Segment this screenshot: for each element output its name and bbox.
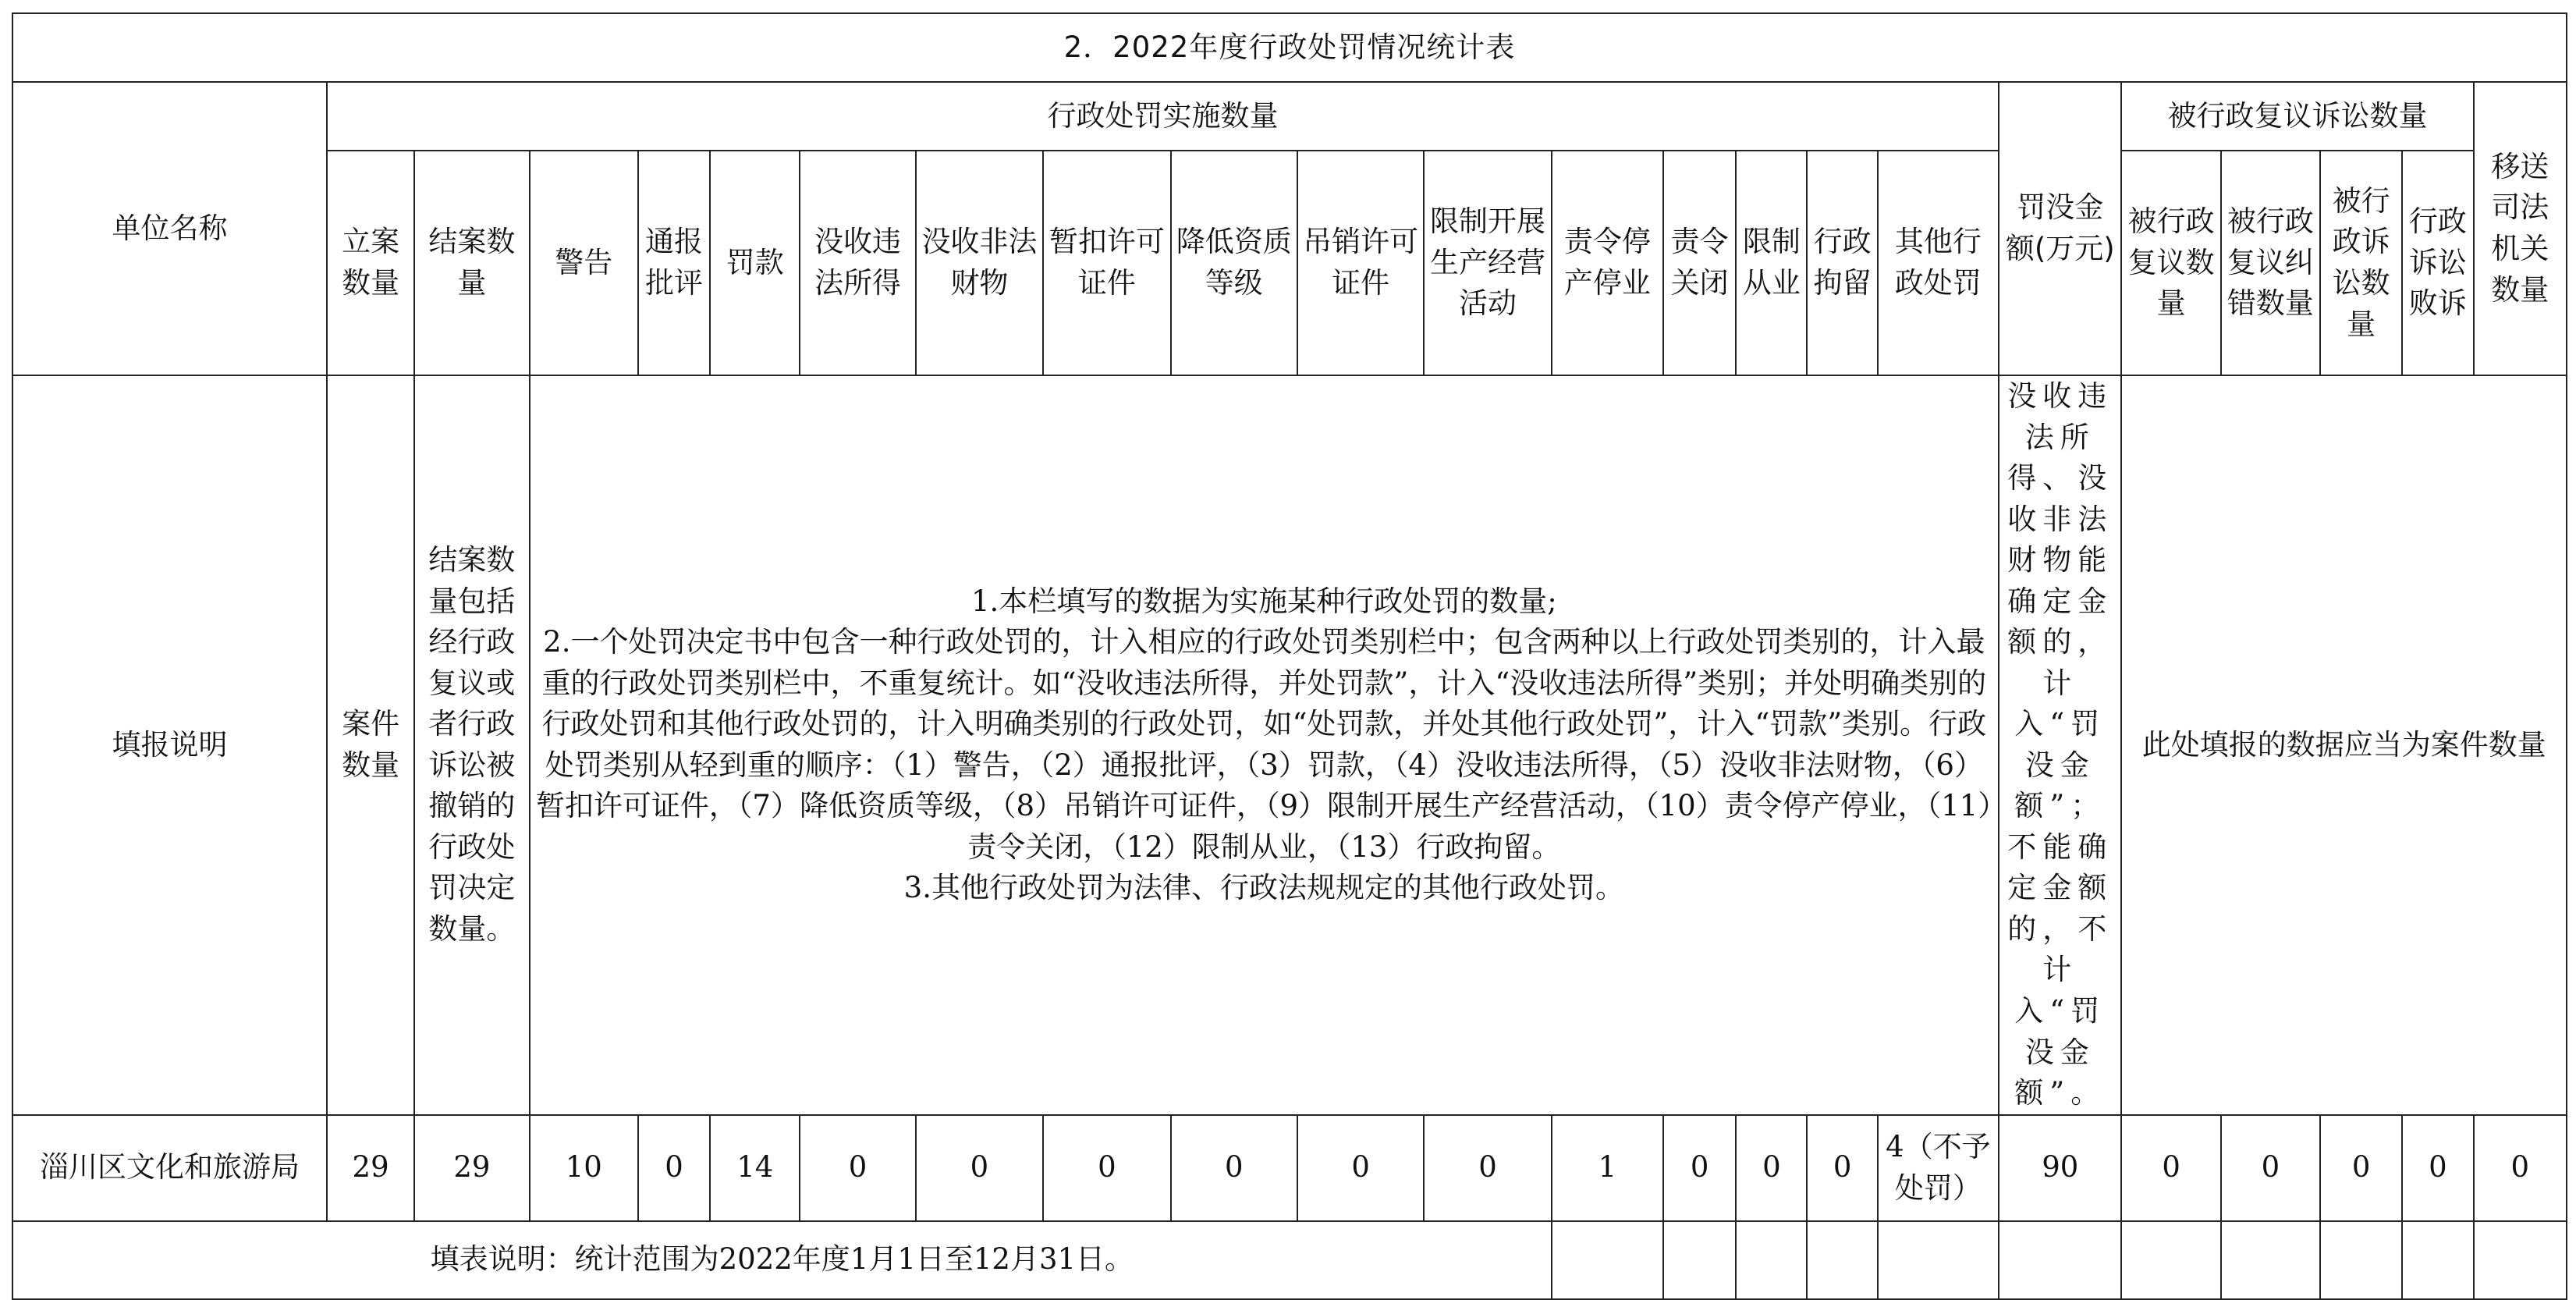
fill-instructions (530, 375, 1999, 1115)
value-reviewed: 0 (2121, 1115, 2220, 1221)
empty-cell (2320, 1221, 2402, 1299)
col-header-filed: 立案数量 (327, 151, 414, 375)
value-administrative-detention: 0 (1807, 1115, 1877, 1221)
value-restrict-operations: 0 (1424, 1115, 1551, 1221)
value-litigation-lost: 0 (2402, 1115, 2473, 1221)
value-other-penalties: 4（不予处罚） (1878, 1115, 1999, 1221)
col-header-closed: 结案数量 (414, 151, 529, 375)
col-header-other-penalties: 其他行政处罚 (1878, 151, 1999, 375)
col-header-order-closure: 责令关闭 (1663, 151, 1736, 375)
col-header-administrative-detention: 行政拘留 (1807, 151, 1877, 375)
col-header-litigation-lost: 行政诉讼败诉 (2402, 151, 2473, 375)
instruction-item: 2.一个处罚决定书中包含一种行政处罚的，计入相应的行政处罚类别栏中；包含两种以上行政处罚类别的，计入最重的行政处罚类别栏中，不重复统计。如“没收违法所得，并处罚款”，计入“没收违法所得”类别；并处明确类别的行政处罚和其他行政处罚的，计入明确类别的行政处罚，如“处罚款，并处其他行政处罚”，计入“罚款”类别。行政处罚类别从轻到重的顺序：（1）警告，（2）通报批评，（3）罚款，（4）没收违法所得，（5）没收非法财物，（6）暂扣许可证件，（7）降低资质等级，（8）吊销许可证件，（9）限制开展生产经营活动，（10）责令停产停业，（11）责令关闭，（12）限制从业，（13）行政拘留。 (535, 625, 1992, 864)
value-confiscate-illegal-property: 0 (916, 1115, 1043, 1221)
col-header-fine: 罚款 (710, 151, 800, 375)
col-header-warning: 警告 (530, 151, 638, 375)
value-suspend-production: 1 (1552, 1115, 1663, 1221)
closed-cases-note: 结案数量包括经行政复议或者行政诉讼被撤销的行政处罚决定数量。 (414, 375, 529, 1115)
col-header-restrict-employment: 限制从业 (1736, 151, 1807, 375)
empty-cell (2221, 1221, 2320, 1299)
empty-cell (2402, 1221, 2473, 1299)
col-header-revoke-license: 吊销许可证件 (1297, 151, 1424, 375)
value-litigated: 0 (2320, 1115, 2402, 1221)
case-count-note: 案件数量 (327, 375, 414, 1115)
empty-cell (1736, 1221, 1807, 1299)
value-closed: 29 (414, 1115, 529, 1221)
col-header-circulated-criticism: 通报批评 (638, 151, 710, 375)
value-lower-qualification: 0 (1171, 1115, 1297, 1221)
empty-cell (1552, 1221, 1663, 1299)
value-confiscate-illegal-gains: 0 (800, 1115, 915, 1221)
value-order-closure: 0 (1663, 1115, 1736, 1221)
instruction-item: 3.其他行政处罚为法律、行政法规规定的其他行政处罚。 (903, 871, 1624, 905)
value-filed: 29 (327, 1115, 414, 1221)
penalty-statistics-table (12, 12, 2567, 1300)
empty-cell (2121, 1221, 2220, 1299)
empty-cell (1807, 1221, 1877, 1299)
value-transfer: 0 (2474, 1115, 2567, 1221)
col-header-lower-qualification: 降低资质等级 (1171, 151, 1297, 375)
empty-cell (1999, 1221, 2121, 1299)
empty-cell (1878, 1221, 1999, 1299)
value-circulated-criticism: 0 (638, 1115, 710, 1221)
value-fine-amount: 90 (1999, 1115, 2121, 1221)
col-header-confiscate-illegal-gains: 没收违法所得 (800, 151, 915, 375)
col-header-suspend-production: 责令停产停业 (1552, 151, 1663, 375)
unit-name-cell: 淄川区文化和旅游局 (12, 1115, 327, 1221)
value-warning: 10 (530, 1115, 638, 1221)
fine-amount-header: 罚没金额(万元) (1999, 82, 2121, 375)
footer-note: 填表说明：统计范围为2022年度1月1日至12月31日。 (12, 1221, 1552, 1299)
unit-name-header: 单位名称 (12, 82, 327, 375)
value-suspend-license: 0 (1043, 1115, 1170, 1221)
value-review-corrected: 0 (2221, 1115, 2320, 1221)
col-header-litigated: 被行政诉讼数量 (2320, 151, 2402, 375)
table-title: 2．2022年度行政处罚情况统计表 (12, 13, 2567, 82)
value-revoke-license: 0 (1297, 1115, 1424, 1221)
review-group-header: 被行政复议诉讼数量 (2121, 82, 2473, 151)
col-header-suspend-license: 暂扣许可证件 (1043, 151, 1170, 375)
implementation-group-header: 行政处罚实施数量 (327, 82, 1999, 151)
value-restrict-employment: 0 (1736, 1115, 1807, 1221)
notes-row-label: 填报说明 (12, 375, 327, 1115)
value-fine: 14 (710, 1115, 800, 1221)
col-header-confiscate-illegal-property: 没收非法财物 (916, 151, 1043, 375)
col-header-review-corrected: 被行政复议纠错数量 (2221, 151, 2320, 375)
empty-cell (2474, 1221, 2567, 1299)
instruction-item: 1.本栏填写的数据为实施某种行政处罚的数量; (970, 584, 1557, 618)
review-count-note: 此处填报的数据应当为案件数量 (2121, 375, 2567, 1115)
empty-cell (1663, 1221, 1736, 1299)
fine-amount-note: 没收违法所得、没收非法财物能确定金额的，计入“罚没金额”；不能确定金额的，不计入“罚没金额”。 (1999, 375, 2121, 1115)
transfer-header: 移送司法机关数量 (2474, 82, 2567, 375)
col-header-reviewed: 被行政复议数量 (2121, 151, 2220, 375)
col-header-restrict-operations: 限制开展生产经营活动 (1424, 151, 1551, 375)
